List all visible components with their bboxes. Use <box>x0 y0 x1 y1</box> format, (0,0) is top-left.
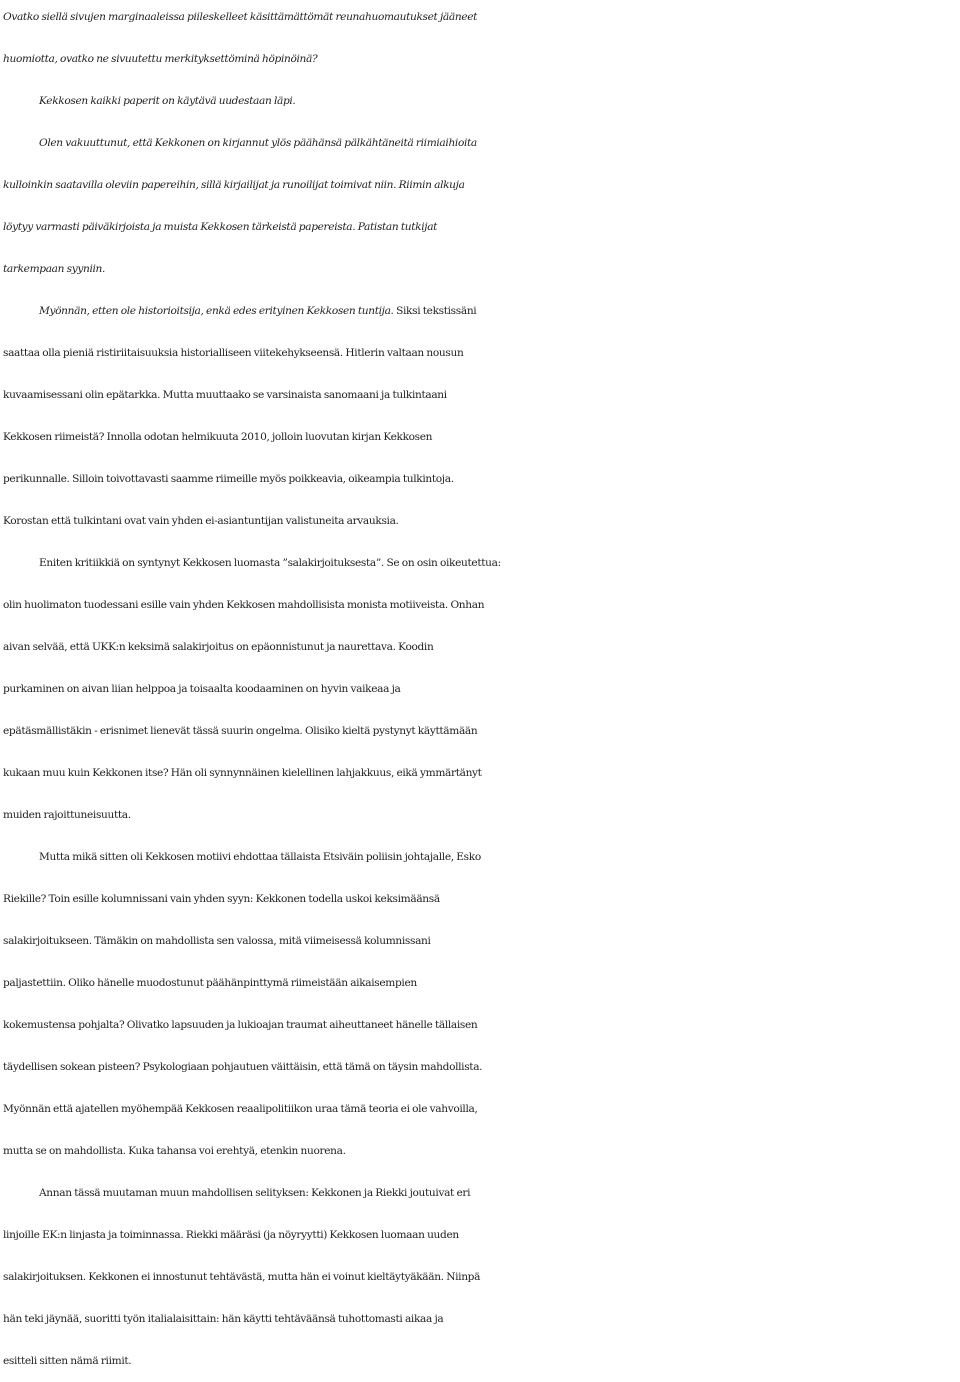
text-line <box>3 122 960 164</box>
text-line <box>3 1046 960 1088</box>
text-run: linjoille EK:n linjasta ja toiminnassa. Riekki määräsi (ja nöyryytti) Kekkosen luomaan uuden <box>3 1229 459 1241</box>
text-run: aivan selvää, että UKK:n keksimä salakirjoitus on epäonnistunut ja naurettava. Koodin <box>3 641 434 653</box>
text-run: Kekkosen kaikki paperit on käytävä uudestaan läpi. <box>39 95 296 107</box>
text-line <box>3 1004 960 1046</box>
text-line <box>3 80 960 122</box>
text-line <box>3 836 960 878</box>
text-line <box>3 794 960 836</box>
text-line <box>3 206 960 248</box>
text-run: salakirjoitukseen. Tämäkin on mahdollista sen valossa, mitä viimeisessä kolumnissani <box>3 935 431 947</box>
text-run: esitteli sitten nämä riimit. <box>3 1355 132 1367</box>
text-run: muiden rajoittuneisuutta. <box>3 809 131 821</box>
text-line <box>3 626 960 668</box>
text-line <box>3 752 960 794</box>
text-line <box>3 38 960 80</box>
text-run: Eniten kritiikkiä on syntynyt Kekkosen luomasta ”salakirjoituksesta”. Se on osin oikeutettua: <box>39 557 501 569</box>
text-run: kukaan muu kuin Kekkonen itse? Hän oli synnynnäinen kielellinen lahjakkuus, eikä ymmärtänyt <box>3 767 482 779</box>
text-run: mutta se on mahdollista. Kuka tahansa voi erehtyä, etenkin nuorena. <box>3 1145 346 1157</box>
text-run: paljastettiin. Oliko hänelle muodostunut päähänpinttymä riimeistään aikaisempien <box>3 977 417 989</box>
text-line <box>3 920 960 962</box>
text-run: perikunnalle. Silloin toivottavasti saamme riimeille myös poikkeavia, oikeampia tulkintoja. <box>3 473 454 485</box>
text-run: Siksi tekstissäni <box>393 305 477 317</box>
text-run: Ovatko siellä sivujen marginaaleissa piileskelleet käsittämättömät reunahuomautukset jääneet <box>3 11 478 23</box>
text-line <box>3 710 960 752</box>
text-run: Mutta mikä sitten oli Kekkosen motiivi ehdottaa tällaista Etsiväin poliisin johtajalle, Esko <box>39 851 481 863</box>
text-line <box>3 248 960 290</box>
text-line <box>3 1172 960 1214</box>
text-run: huomiotta, ovatko ne sivuutettu merkityksettöminä höpinöinä? <box>3 53 318 65</box>
text-run: Myönnän että ajatellen myöhempää Kekkosen reaalipolitiikon uraa tämä teoria ei ole vahvoilla, <box>3 1103 478 1115</box>
text-line <box>3 332 960 374</box>
text-line <box>3 374 960 416</box>
text-run: Olen vakuuttunut, että Kekkonen on kirjannut ylös päähänsä pälkähtäneitä riimiaihioita <box>39 137 477 149</box>
text-run: tarkempaan syyniin. <box>3 263 106 275</box>
text-line <box>3 878 960 920</box>
text-line <box>3 290 960 332</box>
text-line <box>3 1214 960 1256</box>
text-line <box>3 542 960 584</box>
text-line <box>3 0 960 38</box>
text-line <box>3 416 960 458</box>
text-line <box>3 1130 960 1172</box>
text-line <box>3 1298 960 1340</box>
text-run: täydellisen sokean pisteen? Psykologiaan pohjautuen väittäisin, että tämä on täysin mahdollista. <box>3 1061 483 1073</box>
text-run: Annan tässä muutaman muun mahdollisen selityksen: Kekkonen ja Riekki joutuivat eri <box>39 1187 471 1199</box>
text-run: löytyy varmasti päiväkirjoista ja muista Kekkosen tärkeistä papereista. Patistan tutkijat <box>3 221 438 233</box>
text-run: salakirjoituksen. Kekkonen ei innostunut tehtävästä, mutta hän ei voinut kieltäytyäkään. Niinpä <box>3 1271 481 1283</box>
text-line <box>3 164 960 206</box>
text-line <box>3 962 960 1004</box>
text-line <box>3 1256 960 1298</box>
text-run: kuvaamisessani olin epätarkka. Mutta muuttaako se varsinaista sanomaani ja tulkintaani <box>3 389 447 401</box>
text-run: Korostan että tulkintani ovat vain yhden ei-asiantuntijan valistuneita arvauksia. <box>3 515 399 527</box>
text-line <box>3 584 960 626</box>
text-run: epätäsmällistäkin - erisnimet lienevät tässä suurin ongelma. Olisiko kieltä pystynyt käyttämään <box>3 725 478 737</box>
text-run: kulloinkin saatavilla oleviin papereihin, sillä kirjailijat ja runoilijat toimivat niin. Riimin alkuja <box>3 179 465 191</box>
text-line <box>3 458 960 500</box>
text-run: kokemustensa pohjalta? Olivatko lapsuuden ja lukioajan traumat aiheuttaneet hänelle tällaisen <box>3 1019 478 1031</box>
text-run: Myönnän, etten ole historioitsija, enkä edes erityinen Kekkosen tuntija. <box>39 305 394 317</box>
text-run: purkaminen on aivan liian helppoa ja toisaalta koodaaminen on hyvin vaikeaa ja <box>3 683 401 695</box>
text-line <box>3 1340 960 1382</box>
text-line <box>3 1088 960 1130</box>
text-line <box>3 668 960 710</box>
text-run: hän teki jäynää, suoritti työn italialaisittain: hän käytti tehtäväänsä tuhottomasti aikaa ja <box>3 1313 444 1325</box>
text-run: saattaa olla pieniä ristiriitaisuuksia historialliseen viitekehykseensä. Hitlerin valtaan nousun <box>3 347 464 359</box>
text-run: Kekkosen riimeistä? Innolla odotan helmikuuta 2010, jolloin luovutan kirjan Kekkosen <box>3 431 433 443</box>
text-run: olin huolimaton tuodessani esille vain yhden Kekkosen mahdollisista monista motiiveista. Onhan <box>3 599 485 611</box>
text-line <box>3 500 960 542</box>
text-run: Riekille? Toin esille kolumnissani vain yhden syyn: Kekkonen todella uskoi keksimäänsä <box>3 893 440 905</box>
